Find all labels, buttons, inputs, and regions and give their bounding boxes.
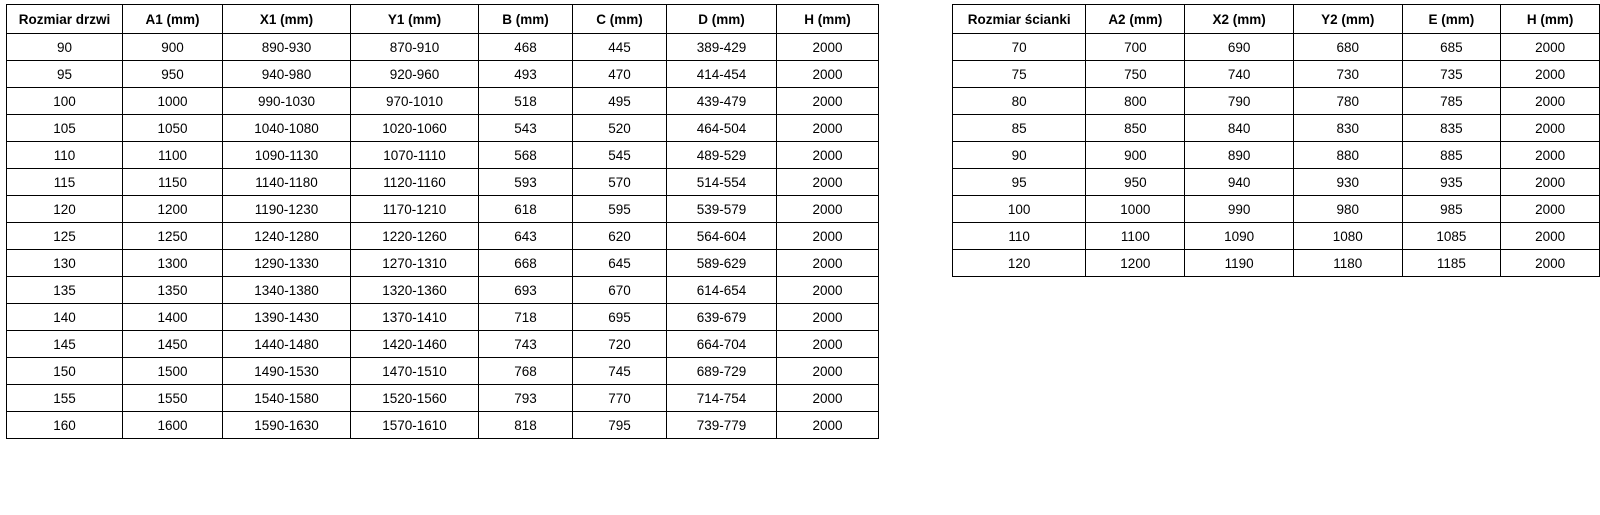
table-row bbox=[953, 88, 1600, 115]
table-cell: 130 bbox=[7, 250, 123, 277]
table-cell: 570 bbox=[573, 169, 667, 196]
table-cell: 2000 bbox=[777, 304, 879, 331]
table-cell: 840 bbox=[1185, 115, 1294, 142]
table-cell: 1200 bbox=[123, 196, 223, 223]
table-cell: 155 bbox=[7, 385, 123, 412]
table-cell: 493 bbox=[479, 61, 573, 88]
table-header-row bbox=[953, 5, 1600, 34]
table-cell: 2000 bbox=[1501, 115, 1600, 142]
table-cell: 664-704 bbox=[667, 331, 777, 358]
table-cell: 1100 bbox=[123, 142, 223, 169]
table-cell: 115 bbox=[7, 169, 123, 196]
table-cell: 1140-1180 bbox=[223, 169, 351, 196]
table-cell: 950 bbox=[123, 61, 223, 88]
table-cell: 670 bbox=[573, 277, 667, 304]
table-cell: 1200 bbox=[1086, 250, 1185, 277]
table-cell: 120 bbox=[953, 250, 1086, 277]
table-cell: 2000 bbox=[777, 196, 879, 223]
table-cell: 90 bbox=[953, 142, 1086, 169]
table-cell: 1050 bbox=[123, 115, 223, 142]
table-cell: 1490-1530 bbox=[223, 358, 351, 385]
table-cell: 593 bbox=[479, 169, 573, 196]
column-header-a2: A2 (mm) bbox=[1086, 5, 1185, 34]
table-cell: 793 bbox=[479, 385, 573, 412]
column-header-h: H (mm) bbox=[1501, 5, 1600, 34]
table-cell: 495 bbox=[573, 88, 667, 115]
table-row bbox=[953, 61, 1600, 88]
doors-dimensions-table bbox=[6, 4, 879, 439]
table-cell: 645 bbox=[573, 250, 667, 277]
table-cell: 85 bbox=[953, 115, 1086, 142]
table-cell: 110 bbox=[7, 142, 123, 169]
table-cell: 1120-1160 bbox=[351, 169, 479, 196]
table-cell: 785 bbox=[1402, 88, 1501, 115]
table-cell: 1100 bbox=[1086, 223, 1185, 250]
table-cell: 690 bbox=[1185, 34, 1294, 61]
table-row bbox=[953, 142, 1600, 169]
table-row bbox=[7, 358, 879, 385]
table-cell: 1020-1060 bbox=[351, 115, 479, 142]
table-cell: 2000 bbox=[777, 331, 879, 358]
table-row bbox=[953, 115, 1600, 142]
column-header-h: H (mm) bbox=[777, 5, 879, 34]
table-cell: 835 bbox=[1402, 115, 1501, 142]
table-row bbox=[953, 196, 1600, 223]
table-cell: 740 bbox=[1185, 61, 1294, 88]
column-header-x1: X1 (mm) bbox=[223, 5, 351, 34]
table-cell: 950 bbox=[1086, 169, 1185, 196]
table-cell: 940 bbox=[1185, 169, 1294, 196]
table-cell: 1470-1510 bbox=[351, 358, 479, 385]
table-cell: 1400 bbox=[123, 304, 223, 331]
table-cell: 518 bbox=[479, 88, 573, 115]
table-row bbox=[953, 34, 1600, 61]
table-cell: 980 bbox=[1293, 196, 1402, 223]
table-cell: 160 bbox=[7, 412, 123, 439]
table-cell: 1240-1280 bbox=[223, 223, 351, 250]
table-cell: 689-729 bbox=[667, 358, 777, 385]
table-cell: 1600 bbox=[123, 412, 223, 439]
table-cell: 818 bbox=[479, 412, 573, 439]
table-row bbox=[7, 115, 879, 142]
table-cell: 790 bbox=[1185, 88, 1294, 115]
table-cell: 1420-1460 bbox=[351, 331, 479, 358]
table-cell: 830 bbox=[1293, 115, 1402, 142]
table-cell: 120 bbox=[7, 196, 123, 223]
table-cell: 2000 bbox=[777, 61, 879, 88]
table-cell: 2000 bbox=[777, 34, 879, 61]
table-cell: 870-910 bbox=[351, 34, 479, 61]
table-cell: 1000 bbox=[1086, 196, 1185, 223]
table-cell: 2000 bbox=[777, 412, 879, 439]
table-cell: 618 bbox=[479, 196, 573, 223]
table-cell: 900 bbox=[123, 34, 223, 61]
table-row bbox=[7, 169, 879, 196]
table-cell: 2000 bbox=[1501, 34, 1600, 61]
table-row bbox=[7, 61, 879, 88]
table-cell: 880 bbox=[1293, 142, 1402, 169]
walls-dimensions-table-container bbox=[952, 4, 1600, 277]
table-cell: 990 bbox=[1185, 196, 1294, 223]
table-cell: 2000 bbox=[777, 88, 879, 115]
table-cell: 95 bbox=[953, 169, 1086, 196]
table-cell: 539-579 bbox=[667, 196, 777, 223]
table-cell: 735 bbox=[1402, 61, 1501, 88]
table-cell: 970-1010 bbox=[351, 88, 479, 115]
table-cell: 1290-1330 bbox=[223, 250, 351, 277]
table-cell: 850 bbox=[1086, 115, 1185, 142]
table-cell: 695 bbox=[573, 304, 667, 331]
table-cell: 1085 bbox=[1402, 223, 1501, 250]
table-cell: 1080 bbox=[1293, 223, 1402, 250]
table-cell: 1450 bbox=[123, 331, 223, 358]
table-cell: 668 bbox=[479, 250, 573, 277]
table-cell: 2000 bbox=[777, 223, 879, 250]
table-cell: 95 bbox=[7, 61, 123, 88]
table-cell: 1370-1410 bbox=[351, 304, 479, 331]
table-cell: 2000 bbox=[777, 169, 879, 196]
table-cell: 389-429 bbox=[667, 34, 777, 61]
table-cell: 1090-1130 bbox=[223, 142, 351, 169]
table-cell: 685 bbox=[1402, 34, 1501, 61]
table-cell: 100 bbox=[953, 196, 1086, 223]
table-cell: 1190 bbox=[1185, 250, 1294, 277]
table-cell: 439-479 bbox=[667, 88, 777, 115]
table-cell: 795 bbox=[573, 412, 667, 439]
column-header-e: E (mm) bbox=[1402, 5, 1501, 34]
table-cell: 520 bbox=[573, 115, 667, 142]
table-cell: 2000 bbox=[1501, 88, 1600, 115]
walls-table-body bbox=[953, 34, 1600, 277]
table-cell: 1570-1610 bbox=[351, 412, 479, 439]
table-cell: 930 bbox=[1293, 169, 1402, 196]
table-cell: 1340-1380 bbox=[223, 277, 351, 304]
table-cell: 680 bbox=[1293, 34, 1402, 61]
table-cell: 739-779 bbox=[667, 412, 777, 439]
column-header-a1: A1 (mm) bbox=[123, 5, 223, 34]
table-cell: 1270-1310 bbox=[351, 250, 479, 277]
table-cell: 1590-1630 bbox=[223, 412, 351, 439]
table-cell: 920-960 bbox=[351, 61, 479, 88]
table-cell: 1390-1430 bbox=[223, 304, 351, 331]
walls-dimensions-table bbox=[952, 4, 1600, 277]
table-row bbox=[953, 223, 1600, 250]
table-row bbox=[7, 34, 879, 61]
table-cell: 2000 bbox=[1501, 196, 1600, 223]
table-cell: 110 bbox=[953, 223, 1086, 250]
table-cell: 125 bbox=[7, 223, 123, 250]
table-cell: 2000 bbox=[777, 142, 879, 169]
table-cell: 1190-1230 bbox=[223, 196, 351, 223]
table-row bbox=[7, 88, 879, 115]
table-cell: 589-629 bbox=[667, 250, 777, 277]
column-header-rozmiar-drzwi: Rozmiar drzwi bbox=[7, 5, 123, 34]
table-cell: 145 bbox=[7, 331, 123, 358]
table-cell: 743 bbox=[479, 331, 573, 358]
table-cell: 445 bbox=[573, 34, 667, 61]
table-row bbox=[7, 142, 879, 169]
column-header-y2: Y2 (mm) bbox=[1293, 5, 1402, 34]
table-cell: 1220-1260 bbox=[351, 223, 479, 250]
table-cell: 885 bbox=[1402, 142, 1501, 169]
table-cell: 770 bbox=[573, 385, 667, 412]
table-cell: 90 bbox=[7, 34, 123, 61]
column-header-b: B (mm) bbox=[479, 5, 573, 34]
table-cell: 150 bbox=[7, 358, 123, 385]
table-cell: 543 bbox=[479, 115, 573, 142]
column-header-d: D (mm) bbox=[667, 5, 777, 34]
column-header-c: C (mm) bbox=[573, 5, 667, 34]
column-header-y1: Y1 (mm) bbox=[351, 5, 479, 34]
table-row bbox=[953, 250, 1600, 277]
table-cell: 985 bbox=[1402, 196, 1501, 223]
column-header-rozmiar-scianki: Rozmiar ścianki bbox=[953, 5, 1086, 34]
table-cell: 2000 bbox=[1501, 142, 1600, 169]
table-row bbox=[7, 250, 879, 277]
table-cell: 890-930 bbox=[223, 34, 351, 61]
table-cell: 1070-1110 bbox=[351, 142, 479, 169]
column-header-x2: X2 (mm) bbox=[1185, 5, 1294, 34]
table-cell: 414-454 bbox=[667, 61, 777, 88]
table-cell: 545 bbox=[573, 142, 667, 169]
table-cell: 1000 bbox=[123, 88, 223, 115]
table-cell: 140 bbox=[7, 304, 123, 331]
table-cell: 489-529 bbox=[667, 142, 777, 169]
table-cell: 1040-1080 bbox=[223, 115, 351, 142]
table-cell: 693 bbox=[479, 277, 573, 304]
table-cell: 1180 bbox=[1293, 250, 1402, 277]
table-cell: 80 bbox=[953, 88, 1086, 115]
table-cell: 2000 bbox=[777, 277, 879, 304]
table-cell: 75 bbox=[953, 61, 1086, 88]
table-cell: 1550 bbox=[123, 385, 223, 412]
table-row bbox=[7, 412, 879, 439]
table-cell: 564-604 bbox=[667, 223, 777, 250]
table-cell: 464-504 bbox=[667, 115, 777, 142]
table-cell: 1540-1580 bbox=[223, 385, 351, 412]
table-cell: 105 bbox=[7, 115, 123, 142]
table-cell: 700 bbox=[1086, 34, 1185, 61]
table-cell: 2000 bbox=[777, 385, 879, 412]
table-cell: 2000 bbox=[777, 358, 879, 385]
table-cell: 714-754 bbox=[667, 385, 777, 412]
table-cell: 1150 bbox=[123, 169, 223, 196]
table-cell: 935 bbox=[1402, 169, 1501, 196]
table-cell: 70 bbox=[953, 34, 1086, 61]
table-cell: 900 bbox=[1086, 142, 1185, 169]
table-cell: 940-980 bbox=[223, 61, 351, 88]
table-cell: 730 bbox=[1293, 61, 1402, 88]
walls-table-header bbox=[953, 5, 1600, 34]
table-cell: 568 bbox=[479, 142, 573, 169]
table-cell: 470 bbox=[573, 61, 667, 88]
table-cell: 1320-1360 bbox=[351, 277, 479, 304]
table-cell: 768 bbox=[479, 358, 573, 385]
table-row bbox=[7, 223, 879, 250]
table-cell: 890 bbox=[1185, 142, 1294, 169]
table-cell: 1520-1560 bbox=[351, 385, 479, 412]
table-cell: 639-679 bbox=[667, 304, 777, 331]
table-cell: 2000 bbox=[777, 115, 879, 142]
doors-table-body bbox=[7, 34, 879, 439]
table-cell: 1090 bbox=[1185, 223, 1294, 250]
table-cell: 595 bbox=[573, 196, 667, 223]
table-cell: 745 bbox=[573, 358, 667, 385]
table-cell: 990-1030 bbox=[223, 88, 351, 115]
table-row bbox=[7, 277, 879, 304]
table-cell: 2000 bbox=[1501, 169, 1600, 196]
table-cell: 2000 bbox=[1501, 223, 1600, 250]
table-cell: 1250 bbox=[123, 223, 223, 250]
table-row bbox=[7, 196, 879, 223]
table-cell: 100 bbox=[7, 88, 123, 115]
table-cell: 800 bbox=[1086, 88, 1185, 115]
table-cell: 2000 bbox=[1501, 61, 1600, 88]
table-cell: 643 bbox=[479, 223, 573, 250]
doors-table-header bbox=[7, 5, 879, 34]
table-cell: 514-554 bbox=[667, 169, 777, 196]
table-row bbox=[7, 331, 879, 358]
table-header-row bbox=[7, 5, 879, 34]
doors-dimensions-table-container bbox=[6, 4, 879, 439]
table-cell: 135 bbox=[7, 277, 123, 304]
table-cell: 1170-1210 bbox=[351, 196, 479, 223]
table-cell: 720 bbox=[573, 331, 667, 358]
table-row bbox=[7, 304, 879, 331]
table-cell: 1300 bbox=[123, 250, 223, 277]
table-cell: 1440-1480 bbox=[223, 331, 351, 358]
table-row bbox=[953, 169, 1600, 196]
table-cell: 718 bbox=[479, 304, 573, 331]
table-cell: 1350 bbox=[123, 277, 223, 304]
table-row bbox=[7, 385, 879, 412]
table-cell: 614-654 bbox=[667, 277, 777, 304]
table-cell: 780 bbox=[1293, 88, 1402, 115]
table-cell: 1185 bbox=[1402, 250, 1501, 277]
table-cell: 620 bbox=[573, 223, 667, 250]
table-cell: 2000 bbox=[1501, 250, 1600, 277]
table-cell: 468 bbox=[479, 34, 573, 61]
table-cell: 750 bbox=[1086, 61, 1185, 88]
table-cell: 2000 bbox=[777, 250, 879, 277]
table-cell: 1500 bbox=[123, 358, 223, 385]
